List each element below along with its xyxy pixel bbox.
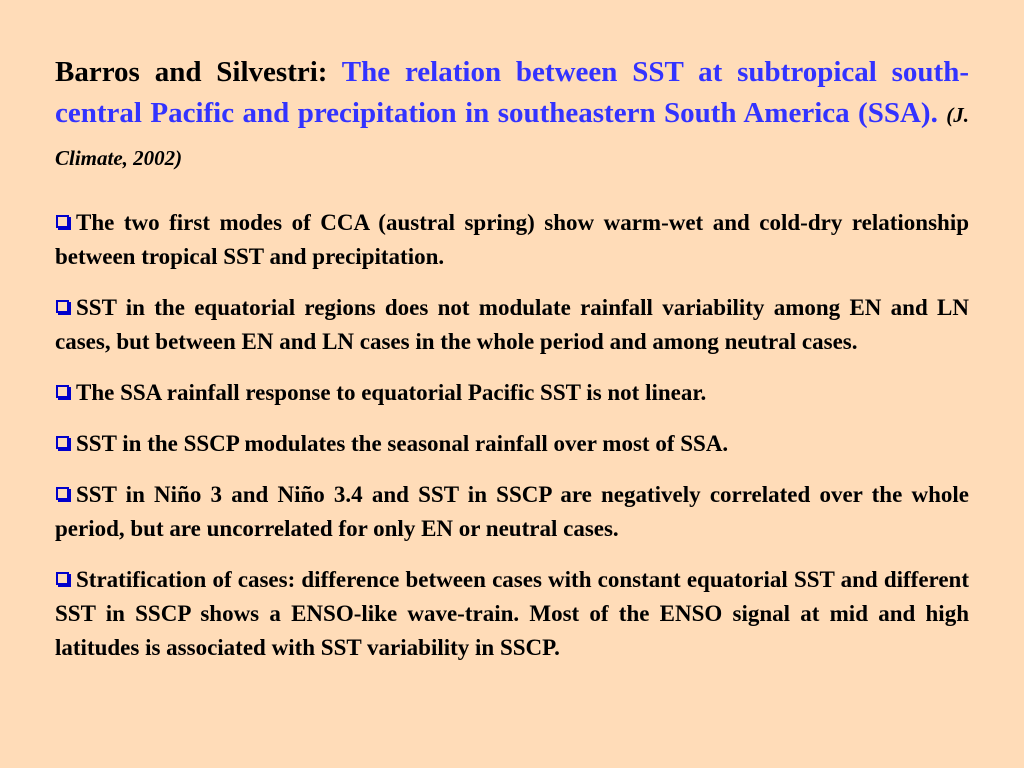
slide: [55, 52, 969, 682]
title-paper-title: The relation between SST at subtropical south-central Pacific and precipitation in southeastern South America (SSA).: [55, 56, 970, 129]
bullet-list: [55, 206, 969, 665]
hollow-square-bullet-icon: [56, 572, 69, 585]
bullet-text: The SSA rainfall response to equatorial Pacific SST is not linear.: [76, 380, 707, 405]
slide-title: [55, 52, 969, 179]
bullet-text: The two first modes of CCA (austral spring) show warm-wet and cold-dry relationship between tropical SST and precipitation.: [55, 210, 969, 269]
bullet-text: SST in the equatorial regions does not modulate rainfall variability among EN and LN cases, but between EN and LN cases in the whole period and among neutral cases.: [55, 295, 969, 354]
hollow-square-bullet-icon: [56, 487, 69, 500]
title-authors: Barros and Silvestri:: [55, 56, 328, 88]
bullet-item: [55, 206, 969, 274]
bullet-item: [55, 427, 969, 461]
hollow-square-bullet-icon: [56, 436, 69, 449]
hollow-square-bullet-icon: [56, 300, 69, 313]
bullet-text: SST in the SSCP modulates the seasonal rainfall over most of SSA.: [76, 431, 729, 456]
hollow-square-bullet-icon: [56, 215, 69, 228]
hollow-square-bullet-icon: [56, 385, 69, 398]
bullet-text: SST in Niño 3 and Niño 3.4 and SST in SSCP are negatively correlated over the whole period, but are uncorrelated for only EN or neutral cases.: [55, 482, 969, 541]
bullet-item: [55, 563, 969, 665]
bullet-text: Stratification of cases: difference between cases with constant equatorial SST and different SST in SSCP shows a ENSO-like wave-train. Most of the ENSO signal at mid and high latitudes is associated with SST variability in SSCP.: [55, 567, 969, 660]
bullet-item: [55, 478, 969, 546]
bullet-item: [55, 291, 969, 359]
bullet-item: [55, 376, 969, 410]
title-journal-citation: (J. Climate, 2002): [55, 103, 969, 170]
